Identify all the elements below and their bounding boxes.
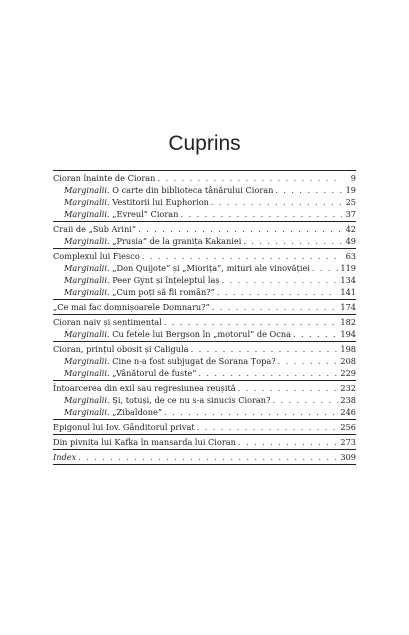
toc-entry[interactable] — [53, 421, 356, 433]
dot-leader — [222, 274, 339, 286]
toc-entry-title: „Prusia” de la granița Kakaniei — [112, 236, 242, 246]
toc-entry-page: 37 — [345, 209, 356, 219]
toc-entry-title: Index — [53, 452, 77, 462]
dot-leader — [198, 367, 338, 379]
dot-leader — [138, 223, 342, 235]
dot-leader — [142, 250, 342, 262]
toc-entry-title: Întoarcerea din exil sau regresiunea reușită — [53, 383, 236, 393]
toc-entry-title: „Don Quijote” și „Miorița”, mituri ale vinovăției — [112, 263, 310, 273]
toc-entry-title: „Vânătorul de fuste” — [112, 368, 197, 378]
dot-leader — [191, 343, 339, 355]
toc-entry-page: 194 — [340, 329, 356, 339]
toc-section — [53, 249, 356, 299]
toc-entry-title: Cioran naiv și sentimental — [53, 317, 162, 327]
toc-entry[interactable] — [53, 382, 356, 394]
dot-leader — [211, 196, 342, 208]
dot-leader — [278, 355, 339, 367]
marginalii-label: Marginalii. — [64, 287, 110, 297]
marginalii-label: Marginalii. — [64, 275, 110, 285]
marginalii-label: Marginalii. — [64, 209, 110, 219]
toc-entry-page: 246 — [340, 407, 356, 417]
marginalii-label: Marginalii. — [64, 329, 110, 339]
marginalii-label: Marginalii. — [64, 407, 110, 417]
toc-subentry[interactable] — [53, 196, 356, 208]
toc-section — [53, 381, 356, 419]
toc-section — [53, 222, 356, 248]
toc-subentry[interactable] — [53, 274, 356, 286]
dot-leader — [238, 382, 339, 394]
toc-entry-page: 119 — [340, 263, 356, 273]
toc-entry-title: Cioran înainte de Cioran — [53, 173, 156, 183]
toc-entry[interactable] — [53, 250, 356, 262]
toc-entry-page: 19 — [345, 185, 356, 195]
marginalii-label: Marginalii. — [64, 263, 110, 273]
toc-entry-page: 198 — [340, 344, 356, 354]
toc-entry-title: Cine n-a fost subjugat de Sorana Țopa? — [112, 356, 276, 366]
toc-entry-page: 49 — [345, 236, 356, 246]
toc-section — [53, 171, 356, 221]
toc-entry-title: Vestitorii lui Euphorion — [112, 197, 209, 207]
toc-entry-page: 238 — [340, 395, 356, 405]
marginalii-label: Marginalii. — [64, 236, 110, 246]
toc-entry[interactable] — [53, 343, 356, 355]
toc-entry-page: 141 — [340, 287, 356, 297]
toc-section — [53, 420, 356, 434]
toc-entry-title: Complexul lui Fiesco — [53, 251, 140, 261]
toc-entry-title: „Zibaldone” — [112, 407, 163, 417]
toc-section — [53, 435, 356, 449]
toc-subentry[interactable] — [53, 406, 356, 418]
toc-entry-title: Epigonul lui Iov. Gânditorul privat — [53, 422, 195, 432]
dot-leader — [212, 301, 339, 313]
toc-entry-title: Și, totuși, de ce nu s-a sinucis Cioran? — [112, 395, 271, 405]
toc-section — [53, 315, 356, 341]
toc-subentry[interactable] — [53, 367, 356, 379]
dot-leader — [157, 172, 342, 184]
toc-subentry[interactable] — [53, 262, 356, 274]
dot-leader — [164, 316, 339, 328]
toc-entry-title: „Ce mai fac domnișoarele Domnaru?” — [53, 302, 210, 312]
dot-leader — [164, 406, 338, 418]
toc-entry-page: 42 — [345, 224, 356, 234]
toc-section — [53, 450, 356, 464]
toc-subentry[interactable] — [53, 208, 356, 220]
toc-subentry[interactable] — [53, 355, 356, 367]
toc-entry-page: 256 — [340, 422, 356, 432]
dot-leader — [243, 235, 342, 247]
toc-entry-title: „Cum poți să fii român?” — [112, 287, 215, 297]
toc-entry-page: 63 — [345, 251, 356, 261]
toc-entry[interactable] — [53, 436, 356, 448]
toc-entry-page: 273 — [340, 437, 356, 447]
toc-entry-page: 9 — [350, 173, 356, 183]
table-of-contents — [53, 170, 356, 465]
dot-leader — [312, 262, 338, 274]
marginalii-label: Marginalii. — [64, 395, 110, 405]
toc-section — [53, 342, 356, 380]
toc-entry-title: Peer Gynt și înțeleptul laș — [112, 275, 220, 285]
dot-leader — [272, 394, 338, 406]
toc-entry[interactable] — [53, 301, 356, 313]
dot-leader — [217, 286, 339, 298]
toc-entry[interactable] — [53, 316, 356, 328]
marginalii-label: Marginalii. — [64, 368, 110, 378]
dot-leader — [293, 328, 338, 340]
toc-entry-title: Craii de „Sub Arini” — [53, 224, 137, 234]
dot-leader — [238, 436, 338, 448]
toc-entry-title: Din pivnița lui Kafka în mansarda lui Cioran — [53, 437, 236, 447]
dot-leader — [275, 184, 342, 196]
toc-entry-title: Cu fetele lui Bergson în „motorul” de Ocna — [112, 329, 292, 339]
toc-entry-page: 182 — [340, 317, 356, 327]
toc-entry-page: 229 — [340, 368, 356, 378]
toc-subentry[interactable] — [53, 394, 356, 406]
toc-entry-page: 232 — [340, 383, 356, 393]
toc-entry[interactable] — [53, 223, 356, 235]
toc-subentry[interactable] — [53, 184, 356, 196]
marginalii-label: Marginalii. — [64, 197, 110, 207]
toc-entry[interactable] — [53, 172, 356, 184]
divider — [53, 464, 356, 465]
toc-entry-page: 174 — [340, 302, 356, 312]
dot-leader — [197, 421, 339, 433]
toc-subentry[interactable] — [53, 286, 356, 298]
toc-subentry[interactable] — [53, 328, 356, 340]
toc-section — [53, 300, 356, 314]
toc-entry-title: Cioran, prințul obosit și Caligula — [53, 344, 189, 354]
toc-entry-title: „Evreul” Cioran — [112, 209, 179, 219]
toc-entry-page: 134 — [340, 275, 356, 285]
dot-leader — [180, 208, 342, 220]
toc-entry-page: 208 — [340, 356, 356, 366]
dot-leader — [78, 451, 338, 463]
toc-subentry[interactable] — [53, 235, 356, 247]
toc-entry-page: 309 — [340, 452, 356, 462]
page-title: Cuprins — [168, 132, 241, 156]
toc-entry-title: O carte din biblioteca tânărului Cioran — [112, 185, 274, 195]
toc-entry-page: 25 — [345, 197, 356, 207]
marginalii-label: Marginalii. — [64, 185, 110, 195]
marginalii-label: Marginalii. — [64, 356, 110, 366]
toc-entry-index[interactable] — [53, 451, 356, 463]
